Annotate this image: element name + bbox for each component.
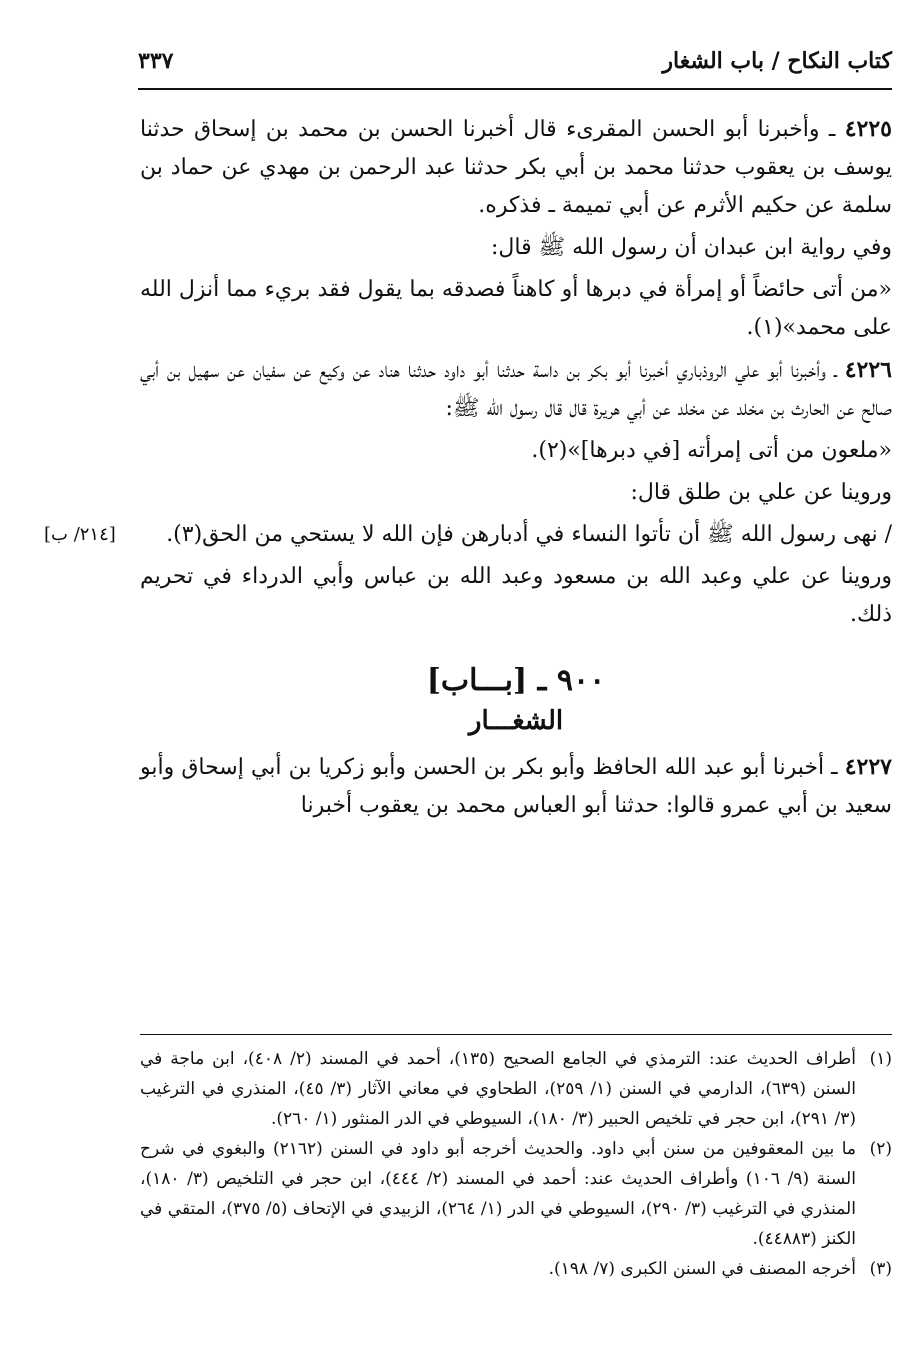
chapter-subtitle: الشغـــار	[468, 706, 564, 736]
running-header	[138, 48, 892, 90]
hadith-4227	[140, 748, 892, 825]
closing-note: وروينا عن علي وعبد الله بن مسعود وعبد الله بن عباس وأبي الدرداء في تحريم ذلك.	[140, 564, 892, 627]
hadith-quote: «من أتى حائضاً أو إمرأة في دبرها أو كاهناً فصدقه بما يقول فقد بريء مما أنزل الله على محمد»(١).	[140, 277, 892, 340]
footnote-1	[140, 1044, 892, 1134]
manuscript-folio-ref: [٢١٤/ ب]	[44, 524, 116, 545]
footnote-divider	[140, 1034, 892, 1035]
hadith-4226	[140, 351, 892, 428]
footnote-number: (٣)	[869, 1259, 892, 1279]
footnote-number: (٢)	[869, 1139, 892, 1159]
narration-intro: وروينا عن علي بن طلق قال:	[630, 480, 892, 505]
header-title: كتاب النكاح / باب الشغار	[662, 48, 892, 74]
main-text	[44, 110, 892, 829]
hadith-4225	[140, 110, 892, 225]
footnote-text: ما بين المعقوفين من سنن أبي داود. والحديث أخرجه أبو داود في السنن (٢١٦٢) والبغوي في شرح السنة (٩/ ١٠٦) وأطراف الحديث عند: أحمد في المسند (٢/ ٤٤٤)، ابن حجر في التلخيص (٣/ ١٨٠)، المنذري في الترغيب (٣/ ٢٩٠)، السيوطي في الدر (١/ ٢٦٤)، الزبيدي في الإتحاف (٥/ ٣٧٥)، المتقي في الكنز (٤٤٨٨٣).	[140, 1139, 856, 1249]
chapter-title: ٩٠٠ ـ [بـــاب]	[426, 663, 606, 698]
hadith-number: ٤٢٢٧	[844, 754, 892, 780]
footnote-text: أطراف الحديث عند: الترمذي في الجامع الصحيح (١٣٥)، أحمد في المسند (٢/ ٤٠٨)، ابن ماجة في السنن (٦٣٩)، الدارمي في السنن (١/ ٢٥٩)، الطحاوي في معاني الآثار (٣/ ٤٥)، المنذري في الترغيب (٣/ ٢٩١)، ابن حجر في تلخيص الحبير (٣/ ١٨٠)، السيوطي في الدر المنثور (١/ ٢٦٠).	[140, 1049, 856, 1129]
hadith-number: ٤٢٢٦	[844, 357, 892, 383]
hadith-number: ٤٢٢٥	[844, 116, 892, 142]
hadith-text: ـ أخبرنا أبو عبد الله الحافظ وأبو بكر بن الحسن وأبو زكريا بن أبي إسحاق وأبو سعيد بن أبي عمرو قالوا: حدثنا أبو العباس محمد بن يعقوب أخبرنا	[140, 755, 892, 818]
page-number: ٣٣٧	[138, 48, 174, 74]
narration-intro: وفي رواية ابن عبدان أن رسول الله ﷺ قال:	[490, 235, 892, 260]
footnotes	[140, 1044, 892, 1284]
hadith-text: ـ وأخبرنا أبو الحسن المقرىء قال أخبرنا الحسن بن محمد بن إسحاق حدثنا يوسف بن يعقوب حدثنا محمد بن أبي بكر حدثنا عبد الرحمن بن مهدي عن حماد بن سلمة عن حكيم الأثرم عن أبي تميمة ـ فذكره.	[140, 117, 892, 218]
footnote-text: أخرجه المصنف في السنن الكبرى (٧/ ١٩٨).	[548, 1259, 856, 1279]
footnote-2	[140, 1134, 892, 1254]
hadith-text: ـ وأخبرنا أبو علي الروذباري أخبرنا أبو بكر بن داسة حدثنا أبو داود حدثنا هناد عن وكيع عن سفيان عن سهيل بن أبي صالح عن الحارث بن مخلد عن مخلد عن أبي هريرة قال قال رسول الله ﷺ:	[140, 358, 892, 421]
footnote-3	[140, 1254, 892, 1284]
footnote-number: (١)	[869, 1049, 892, 1069]
hadith-quote: «ملعون من أتى إمرأته [في دبرها]»(٢).	[531, 438, 892, 463]
hadith-text: / نهى رسول الله ﷺ أن تأتوا النساء في أدبارهن فإن الله لا يستحي من الحق(٣).	[166, 522, 892, 547]
hadith-quote-with-ref	[44, 516, 892, 554]
